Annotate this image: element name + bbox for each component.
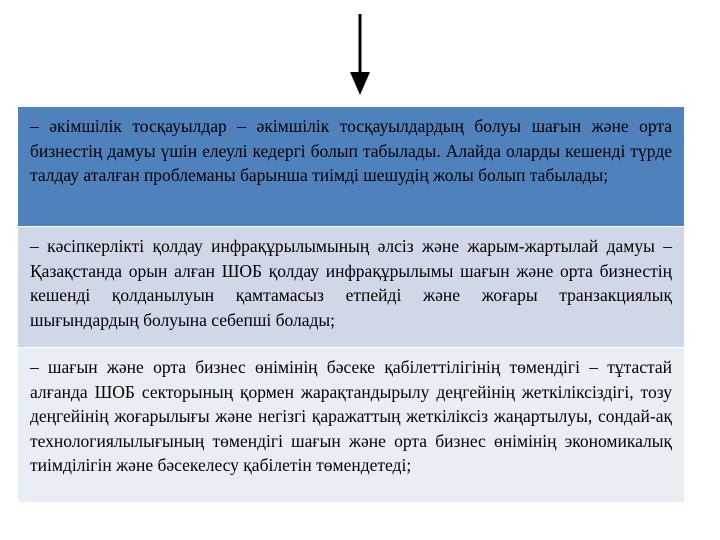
table-row-administrative-barriers: – әкімшілік тосқауылдар – әкімшілік тосқауылдардың болуы шағын және орта бизнестің дамуы үшін елеулі кедергі болып табылады. Алайда оларды кешенді түрде талдау аталған проблеманы барынша тиімді шешудің жолы болып табылады; (18, 107, 684, 227)
arrow-down-icon (347, 14, 373, 96)
content-table (18, 107, 684, 502)
table-row-support-infrastructure: – кәсіпкерлікті қолдау инфрақұрылымының әлсіз және жарым-жартылай дамуы – Қазақстанда орын алған ШОБ қолдау инфрақұрылымы шағын және орта бизнестің кешенді қолданылуын қамтамасыз етпейді және жоғары транзакциялық шығындардың болуына себепші болады; (18, 227, 684, 348)
table-row-competitiveness: – шағын және орта бизнес өнімінің бәсеке қабілеттілігінің төмендігі – тұтастай алғанда ШОБ секторының қормен жарақтандырылу деңгейінің жеткіліксіздігі, тозу деңгейінің жоғарылығы және негізгі қаражаттың жеткіліксіз жаңартылуы, сондай-ақ технологиялылығының төмендігі шағын және орта бизнес өнімінің экономикалық тиімділігін және бәсекелесу қабілетін төмендетеді; (18, 348, 684, 502)
